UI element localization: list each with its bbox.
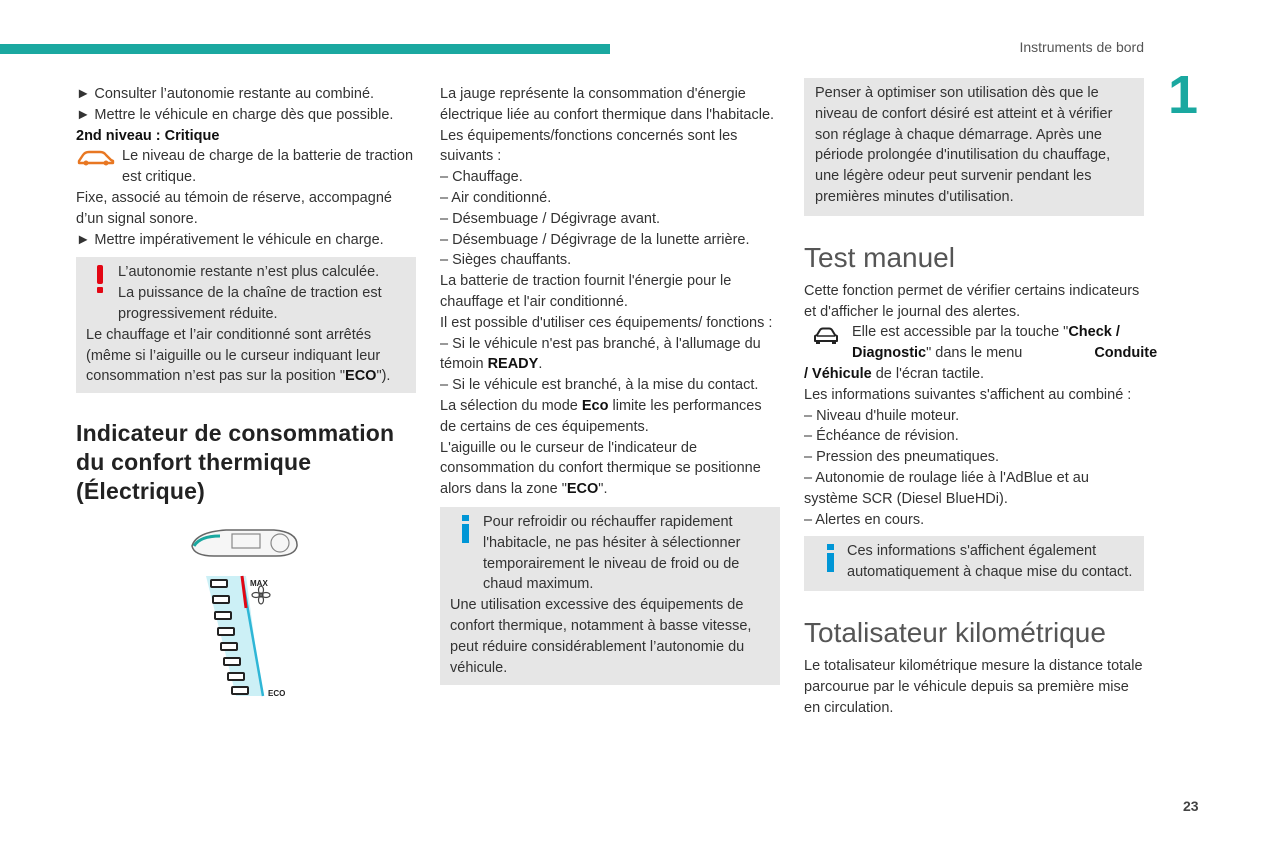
list-item: – Air conditionné.	[440, 189, 552, 206]
combined-info-intro: Les informations suivantes s'affichent au combiné :	[804, 386, 1132, 403]
eco-mode-label: Eco	[581, 397, 609, 414]
bullet-charge-asap: ► Mettre le véhicule en charge dès que possible.	[76, 106, 394, 123]
info-icon	[459, 515, 471, 550]
list-item: – Sièges chauffants.	[440, 252, 572, 269]
warning-box-text-3: Le chauffage et l’air conditionné sont arrêtés (même si l’aiguille ou le curseur indiquant leur consommation n’est pas sur la position "ECO").	[86, 326, 391, 385]
info-box-text: Ces informations s'affichent également automatiquement à chaque mise du contact.	[847, 543, 1133, 581]
gauge-eco-label: ECO	[268, 689, 286, 699]
info-box-text-2: Une utilisation excessive des équipements de confort thermique, notamment à basse vitesse, peut réduire considérablement l’autonomie du véhicule.	[450, 597, 752, 676]
thermal-comfort-gauge	[76, 516, 416, 706]
warning-box	[76, 257, 416, 393]
chapter-number: 1	[1168, 65, 1199, 125]
test-manuel-heading: Test manuel	[804, 241, 955, 273]
exclamation-warning-icon	[94, 265, 106, 302]
list-item: – Désembuage / Dégivrage de la lunette arrière.	[440, 231, 750, 248]
menu-path-line: Conduite / Véhicule de l'écran tactile.	[804, 345, 1158, 382]
column-3	[804, 78, 1158, 718]
critical-battery-line	[76, 146, 416, 188]
gauge-description: La jauge représente la consommation d'énergie électrique liée au confort thermique dans l'habitacle.	[440, 86, 775, 123]
bullet-consult-autonomy: ► Consulter l’autonomie restante au combiné.	[76, 86, 375, 102]
odometer-heading: Totalisateur kilométrique	[804, 616, 1106, 648]
warning-box-first-line	[86, 262, 406, 324]
list-item: – Niveau d'huile moteur.	[804, 407, 960, 424]
usage-plugged: – Si le véhicule est branché, à la mise du contact.	[440, 377, 759, 394]
eco-label: ECO	[345, 368, 377, 385]
car-battery-warning-icon	[76, 148, 116, 173]
section-heading-comfort-indicator: Indicateur de consommation du confort thermique (Électrique)	[76, 420, 395, 505]
optimize-usage-box: Penser à optimiser son utilisation dès que le niveau de confort désiré est atteint et à vérifier son réglage à chaque démarrage. Après une période prolongée d'inutilisation du chauffage, une légère odeur peut survenir pendant les premières minutes d'utilisation.	[804, 78, 1144, 216]
conduite-vehicule-label: Conduite / Véhicule	[804, 345, 1158, 382]
list-item: – Autonomie de roulage liée à l'AdBlue et au système SCR (Diesel BlueHDi).	[804, 469, 1089, 507]
eco-zone-label: ECO	[566, 481, 599, 498]
check-diagnostic-line: Elle est accessible par la touche "Check / Diagnostic" dans le menu	[804, 322, 1144, 364]
ready-label: READY	[487, 356, 539, 373]
list-item: – Chauffage.	[440, 169, 523, 186]
level2-heading: 2nd niveau : Critique	[76, 127, 220, 144]
section-title: Instruments de bord	[1019, 39, 1144, 55]
usage-intro: Il est possible d'utiliser ces équipements/ fonctions :	[440, 314, 773, 331]
header-accent-bar	[0, 44, 610, 54]
warning-box-text-1: L’autonomie restante n’est plus calculée.	[118, 264, 380, 281]
column-1	[76, 84, 416, 706]
info-box-text-1: Pour refroidir ou réchauffer rapidement l'habitacle, ne pas hésiter à sélectionner temporairement le niveau de froid ou de chaud maximum.	[483, 513, 741, 593]
gauge-max-label: MAX	[250, 579, 268, 589]
gauge-illustration	[76, 516, 416, 706]
info-icon	[824, 544, 836, 579]
check-diagnostic-label: Check / Diagnostic	[852, 324, 1120, 362]
list-item: – Pression des pneumatiques.	[804, 449, 1000, 466]
column-2	[440, 84, 780, 685]
eco-mode-text: La sélection du mode Eco limite les performances de certains de ces équipements.	[440, 397, 762, 435]
info-box-quick-heat	[440, 507, 780, 685]
info-box-auto-display	[804, 536, 1144, 591]
fixed-warning-text: Fixe, associé au témoin de réserve, accompagné d’un signal sonore.	[76, 189, 392, 227]
list-item: – Alertes en cours.	[804, 511, 925, 528]
odometer-description: Le totalisateur kilométrique mesure la distance totale parcourue par le véhicule depuis sa première mise en circulation.	[804, 657, 1143, 716]
page-number: 23	[1183, 798, 1199, 814]
usage-not-plugged: – Si le véhicule n'est pas branché, à l'allumage du témoin READY.	[440, 335, 761, 373]
equipment-intro: Les équipements/fonctions concernés sont les suivants :	[440, 127, 738, 165]
warning-box-text-2: La puissance de la chaîne de traction est progressivement réduite.	[118, 285, 382, 322]
test-description: Cette fonction permet de vérifier certains indicateurs et d'afficher le journal des alertes.	[804, 282, 1140, 320]
car-front-icon	[812, 327, 840, 352]
list-item: – Échéance de révision.	[804, 428, 959, 445]
critical-battery-text: Le niveau de charge de la batterie de traction est critique.	[122, 148, 414, 186]
list-item: – Désembuage / Dégivrage avant.	[440, 210, 661, 227]
battery-energy-text: La batterie de traction fournit l'énergie pour le chauffage et l'air conditionné.	[440, 273, 732, 310]
bullet-charge-imperative: ► Mettre impérativement le véhicule en charge.	[76, 231, 384, 248]
needle-eco-text: L'aiguille ou le curseur de l'indicateur de consommation du confort thermique se positionne alors dans la zone "ECO".	[440, 439, 761, 498]
fan-icon	[252, 586, 270, 604]
